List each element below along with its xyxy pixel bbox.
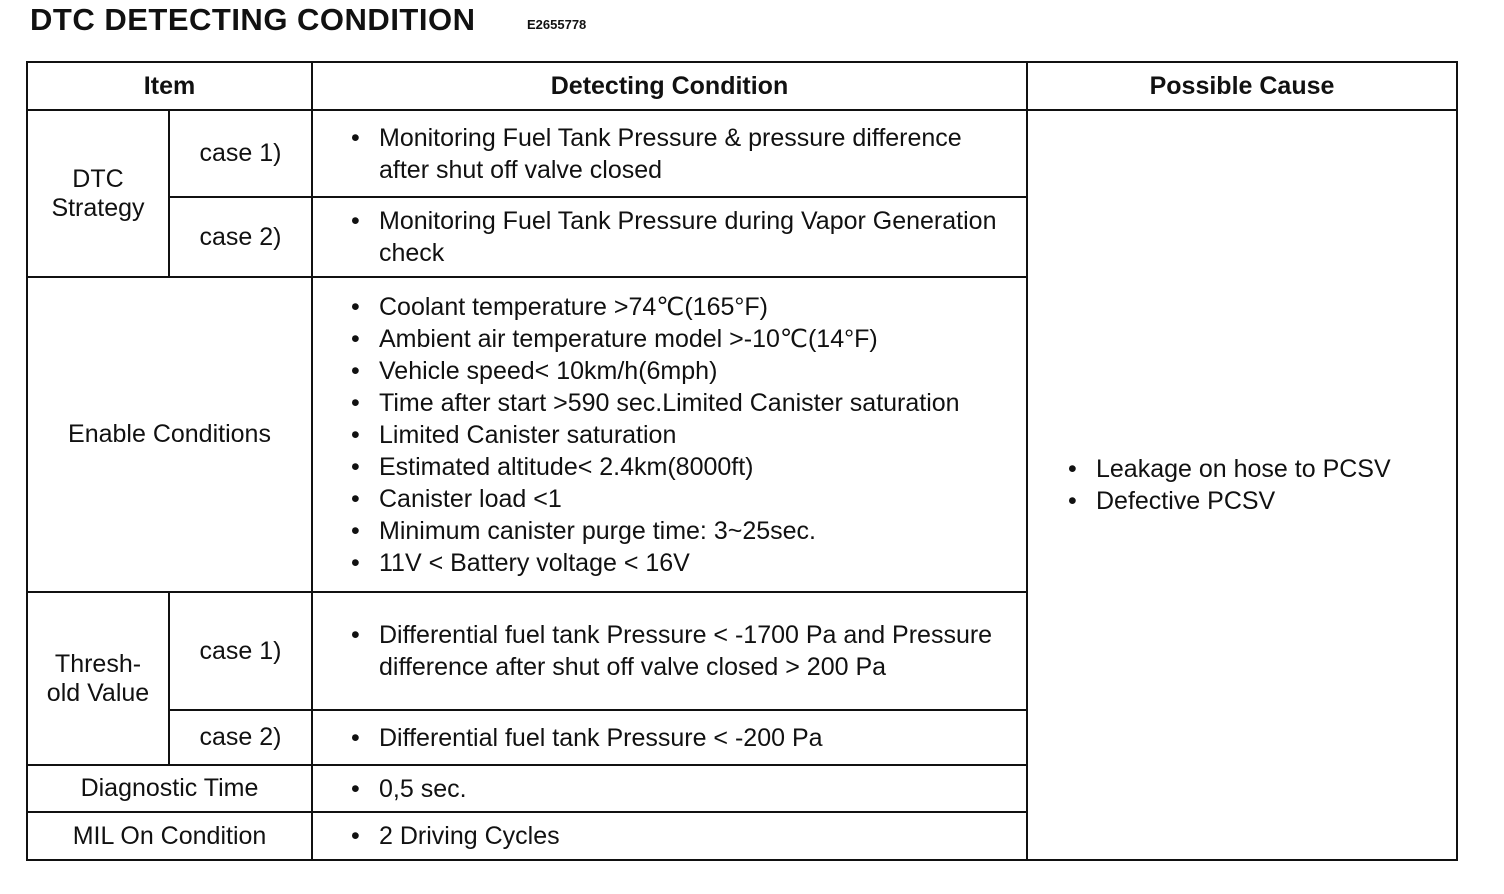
list-item: • Monitoring Fuel Tank Pressure during Vapor Generation check bbox=[351, 205, 1018, 269]
enable-conditions-label: Enable Conditions bbox=[27, 277, 312, 592]
header-possible-cause: Possible Cause bbox=[1027, 62, 1457, 110]
mil-on-condition-label: MIL On Condition bbox=[27, 812, 312, 860]
dtc-strategy-case1-condition bbox=[312, 110, 1027, 197]
threshold-case2-label: case 2) bbox=[169, 710, 312, 765]
list-item: • 11V < Battery voltage < 16V bbox=[351, 547, 1018, 579]
dtc-strategy-case2-condition bbox=[312, 197, 1027, 277]
threshold-value-label: Thresh- old Value bbox=[27, 592, 169, 765]
diagnostic-time-condition bbox=[312, 765, 1027, 812]
document-code: E2655778 bbox=[527, 17, 587, 32]
diagnostic-time-label: Diagnostic Time bbox=[27, 765, 312, 812]
dtc-strategy-label: DTC Strategy bbox=[27, 110, 169, 277]
dtc-condition-table bbox=[26, 61, 1458, 861]
list-item: • Monitoring Fuel Tank Pressure & pressure difference after shut off valve closed bbox=[351, 122, 1018, 186]
mil-on-condition bbox=[312, 812, 1027, 860]
list-item: • Limited Canister saturation bbox=[351, 419, 1018, 451]
possible-cause-cell bbox=[1027, 110, 1457, 860]
cause-item: • Leakage on hose to PCSV bbox=[1068, 453, 1448, 485]
list-item: • Canister load <1 bbox=[351, 483, 1018, 515]
threshold-case1-label: case 1) bbox=[169, 592, 312, 710]
list-item: • Ambient air temperature model >-10℃(14°F) bbox=[351, 323, 1018, 355]
list-item: • Vehicle speed< 10km/h(6mph) bbox=[351, 355, 1018, 387]
page-title: DTC DETECTING CONDITION bbox=[30, 2, 476, 37]
header-item: Item bbox=[27, 62, 312, 110]
dtc-strategy-case2-label: case 2) bbox=[169, 197, 312, 277]
list-item: • Minimum canister purge time: 3~25sec. bbox=[351, 515, 1018, 547]
threshold-case2-condition bbox=[312, 710, 1027, 765]
list-item: • 2 Driving Cycles bbox=[351, 820, 1018, 852]
header-detecting-condition: Detecting Condition bbox=[312, 62, 1027, 110]
enable-conditions-list bbox=[312, 277, 1027, 592]
threshold-case1-condition bbox=[312, 592, 1027, 710]
list-item: • Time after start >590 sec.Limited Canister saturation bbox=[351, 387, 1018, 419]
header-row bbox=[27, 62, 1457, 110]
list-item: • Differential fuel tank Pressure < -200 Pa bbox=[351, 722, 1018, 754]
table-row bbox=[27, 110, 1457, 197]
list-item: • Coolant temperature >74℃(165°F) bbox=[351, 291, 1018, 323]
dtc-strategy-case1-label: case 1) bbox=[169, 110, 312, 197]
list-item: • 0,5 sec. bbox=[351, 773, 1018, 805]
list-item: • Differential fuel tank Pressure < -1700 Pa and Pressure difference after shut off valve closed > 200 Pa bbox=[351, 619, 1018, 683]
cause-item: • Defective PCSV bbox=[1068, 485, 1448, 517]
list-item: • Estimated altitude< 2.4km(8000ft) bbox=[351, 451, 1018, 483]
